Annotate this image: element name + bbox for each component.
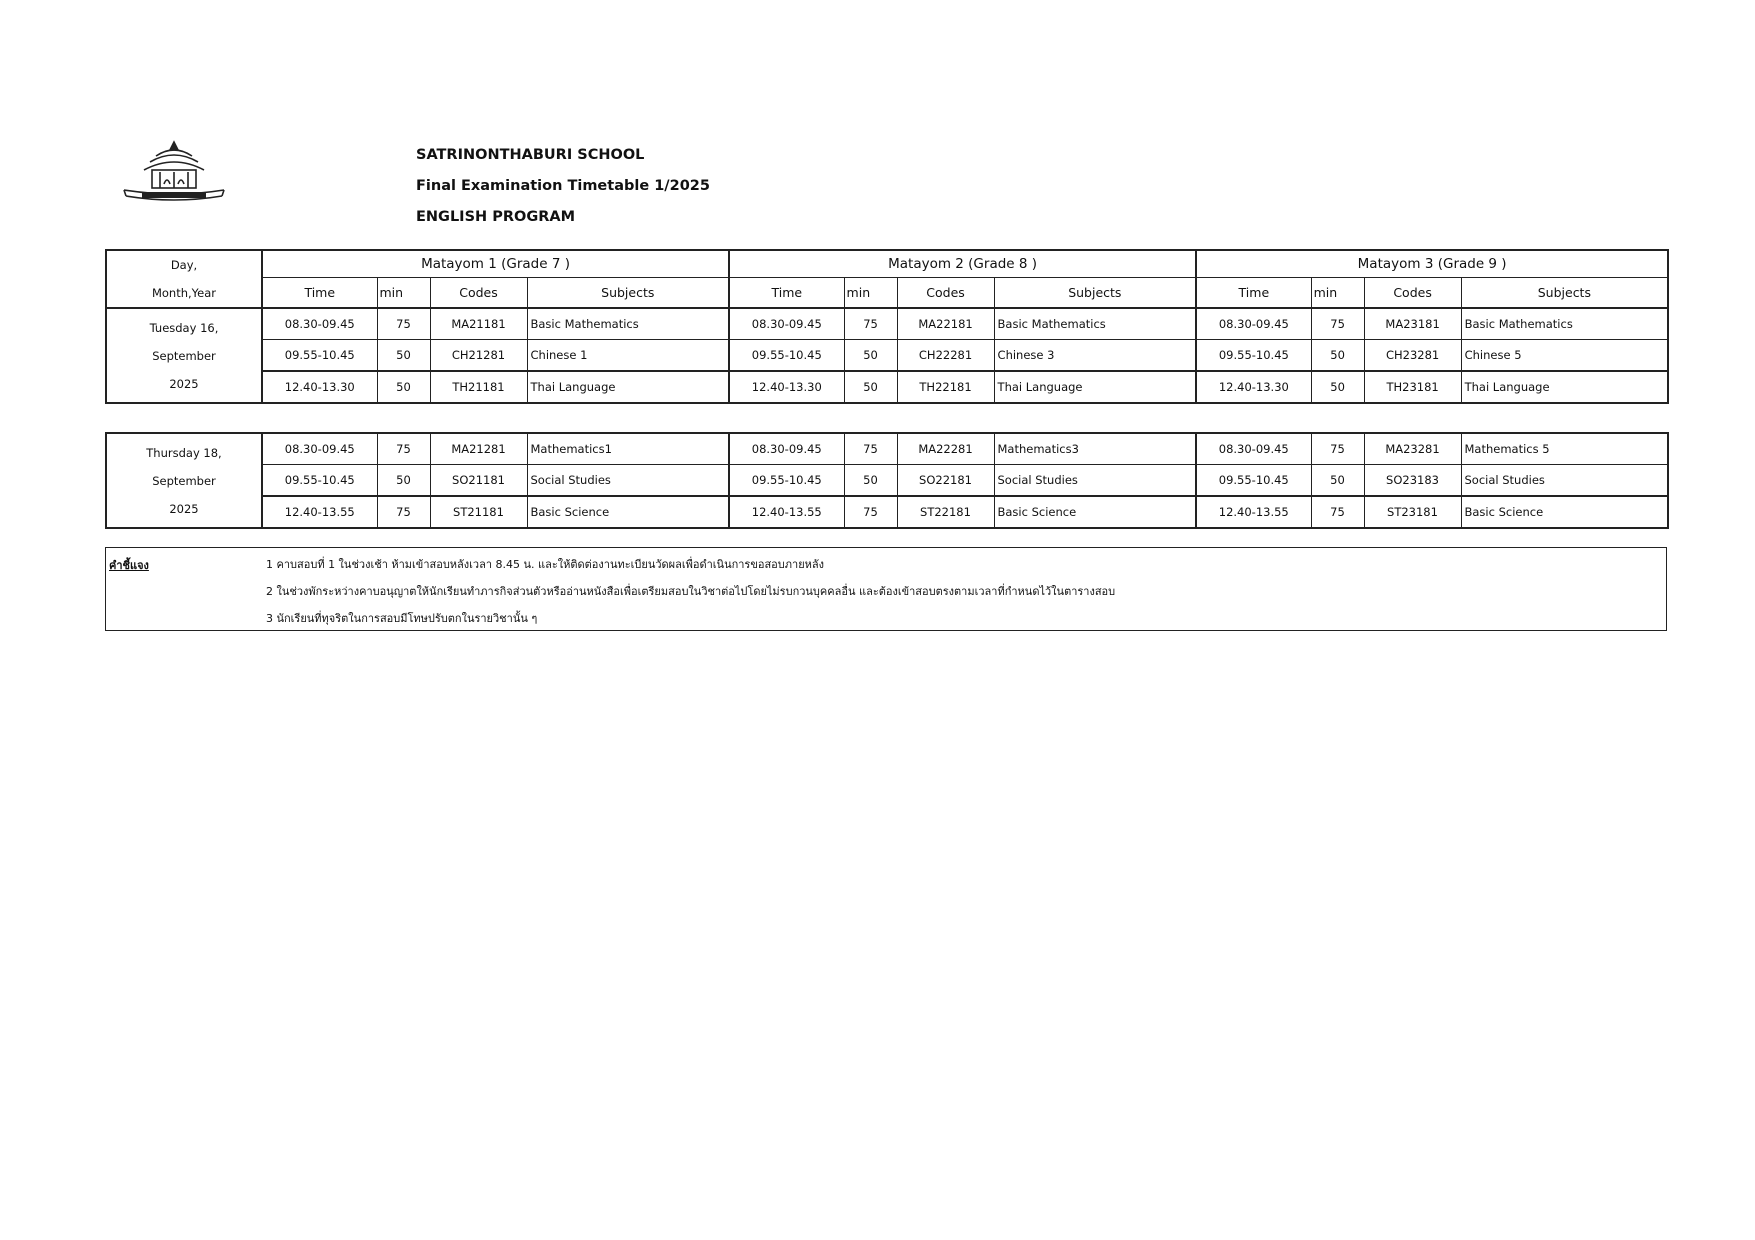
subject-cell: Social Studies [994,465,1196,497]
code-cell: SO22181 [897,465,994,497]
time-cell: 08.30-09.45 [262,433,377,465]
time-cell: 09.55-10.45 [262,340,377,372]
notes-label: คำชี้แจง [109,559,149,572]
table-row [106,371,1668,403]
min-cell: 50 [844,340,897,372]
code-cell: ST23181 [1364,496,1461,528]
grade-header-m1: Matayom 1 (Grade 7 ) [262,250,729,278]
table-row [106,465,1668,497]
code-cell: MA21281 [430,433,527,465]
time-cell: 08.30-09.45 [262,308,377,340]
time-cell: 09.55-10.45 [262,465,377,497]
note-line-1: 1 คาบสอบที่ 1 ในช่วงเช้า ห้ามเข้าสอบหลังเวลา 8.45 น. และให้ติดต่องานทะเบียนวัดผลเพื่อดำเนินการขอสอบภายหลัง [266,558,824,571]
time-cell: 08.30-09.45 [729,433,844,465]
min-cell: 50 [1311,371,1364,403]
exam-table-day-2 [105,432,1669,529]
code-cell: CH21281 [430,340,527,372]
time-cell: 12.40-13.30 [1196,371,1311,403]
min-cell: 50 [377,371,430,403]
col-subjects: Subjects [994,278,1196,308]
subject-cell: Mathematics3 [994,433,1196,465]
time-cell: 09.55-10.45 [729,340,844,372]
min-cell: 75 [844,496,897,528]
timetable-title: Final Examination Timetable 1/2025 [416,178,710,194]
time-cell: 09.55-10.45 [729,465,844,497]
exam-table-day-1 [105,249,1669,404]
subject-cell: Chinese 1 [527,340,729,372]
col-time: Time [262,278,377,308]
subject-cell: Basic Science [1461,496,1668,528]
subject-cell: Basic Science [994,496,1196,528]
time-cell: 09.55-10.45 [1196,465,1311,497]
col-time: Time [729,278,844,308]
subject-cell: Basic Mathematics [994,308,1196,340]
subject-cell: Mathematics 5 [1461,433,1668,465]
col-min: min [377,278,430,308]
time-cell: 08.30-09.45 [729,308,844,340]
subject-cell: Thai Language [994,371,1196,403]
time-cell: 09.55-10.45 [1196,340,1311,372]
code-cell: MA22181 [897,308,994,340]
code-cell: SO21181 [430,465,527,497]
grade-header-m2: Matayom 2 (Grade 8 ) [729,250,1196,278]
subject-cell: Basic Mathematics [527,308,729,340]
subject-cell: Mathematics1 [527,433,729,465]
time-cell: 12.40-13.55 [729,496,844,528]
day-cell: Thursday 18, September 2025 [106,433,262,528]
grade-header-m3: Matayom 3 (Grade 9 ) [1196,250,1668,278]
table-row [106,340,1668,372]
code-cell: MA21181 [430,308,527,340]
subject-cell: Thai Language [527,371,729,403]
table-row [106,496,1668,528]
time-cell: 08.30-09.45 [1196,308,1311,340]
col-time: Time [1196,278,1311,308]
min-cell: 75 [844,308,897,340]
table-row [106,308,1668,340]
subject-cell: Chinese 5 [1461,340,1668,372]
subject-cell: Basic Mathematics [1461,308,1668,340]
min-cell: 75 [1311,496,1364,528]
note-line-3: 3 นักเรียนที่ทุจริตในการสอบมีโทษปรับตกในรายวิชานั้น ๆ [266,612,538,625]
day-header-cell: Day, Month,Year [106,250,262,308]
min-cell: 75 [844,433,897,465]
school-logo [120,140,228,204]
time-cell: 12.40-13.55 [262,496,377,528]
min-cell: 75 [377,433,430,465]
min-cell: 50 [377,465,430,497]
subject-cell: Social Studies [1461,465,1668,497]
code-cell: CH23281 [1364,340,1461,372]
col-min: min [1311,278,1364,308]
code-cell: TH22181 [897,371,994,403]
code-cell: ST21181 [430,496,527,528]
min-cell: 50 [377,340,430,372]
col-codes: Codes [897,278,994,308]
code-cell: MA22281 [897,433,994,465]
min-cell: 50 [844,465,897,497]
time-cell: 12.40-13.30 [729,371,844,403]
code-cell: TH23181 [1364,371,1461,403]
min-cell: 50 [1311,465,1364,497]
col-codes: Codes [430,278,527,308]
col-min: min [844,278,897,308]
col-subjects: Subjects [1461,278,1668,308]
min-cell: 75 [377,496,430,528]
time-cell: 08.30-09.45 [1196,433,1311,465]
program-name: ENGLISH PROGRAM [416,209,576,225]
code-cell: TH21181 [430,371,527,403]
table-row [106,433,1668,465]
subject-cell: Chinese 3 [994,340,1196,372]
subject-cell: Social Studies [527,465,729,497]
page-header [416,145,710,238]
min-cell: 50 [1311,340,1364,372]
code-cell: MA23181 [1364,308,1461,340]
note-line-2: 2 ในช่วงพักระหว่างคาบอนุญาตให้นักเรียนทำภารกิจส่วนตัวหรืออ่านหนังสือเพื่อเตรียมสอบในวิชาต่อไปโดยไม่รบกวนบุคคลอื่น และต้องเข้าสอบตรงตามเวลาที่กำหนดไว้ในตารางสอบ [266,585,1116,598]
time-cell: 12.40-13.55 [1196,496,1311,528]
code-cell: MA23281 [1364,433,1461,465]
min-cell: 50 [844,371,897,403]
code-cell: SO23183 [1364,465,1461,497]
col-codes: Codes [1364,278,1461,308]
min-cell: 75 [1311,433,1364,465]
subject-cell: Thai Language [1461,371,1668,403]
subject-cell: Basic Science [527,496,729,528]
code-cell: CH22281 [897,340,994,372]
time-cell: 12.40-13.30 [262,371,377,403]
min-cell: 75 [1311,308,1364,340]
code-cell: ST22181 [897,496,994,528]
notes-box [105,547,1667,631]
min-cell: 75 [377,308,430,340]
school-name: SATRINONTHABURI SCHOOL [416,147,645,163]
col-subjects: Subjects [527,278,729,308]
day-cell: Tuesday 16, September 2025 [106,308,262,403]
